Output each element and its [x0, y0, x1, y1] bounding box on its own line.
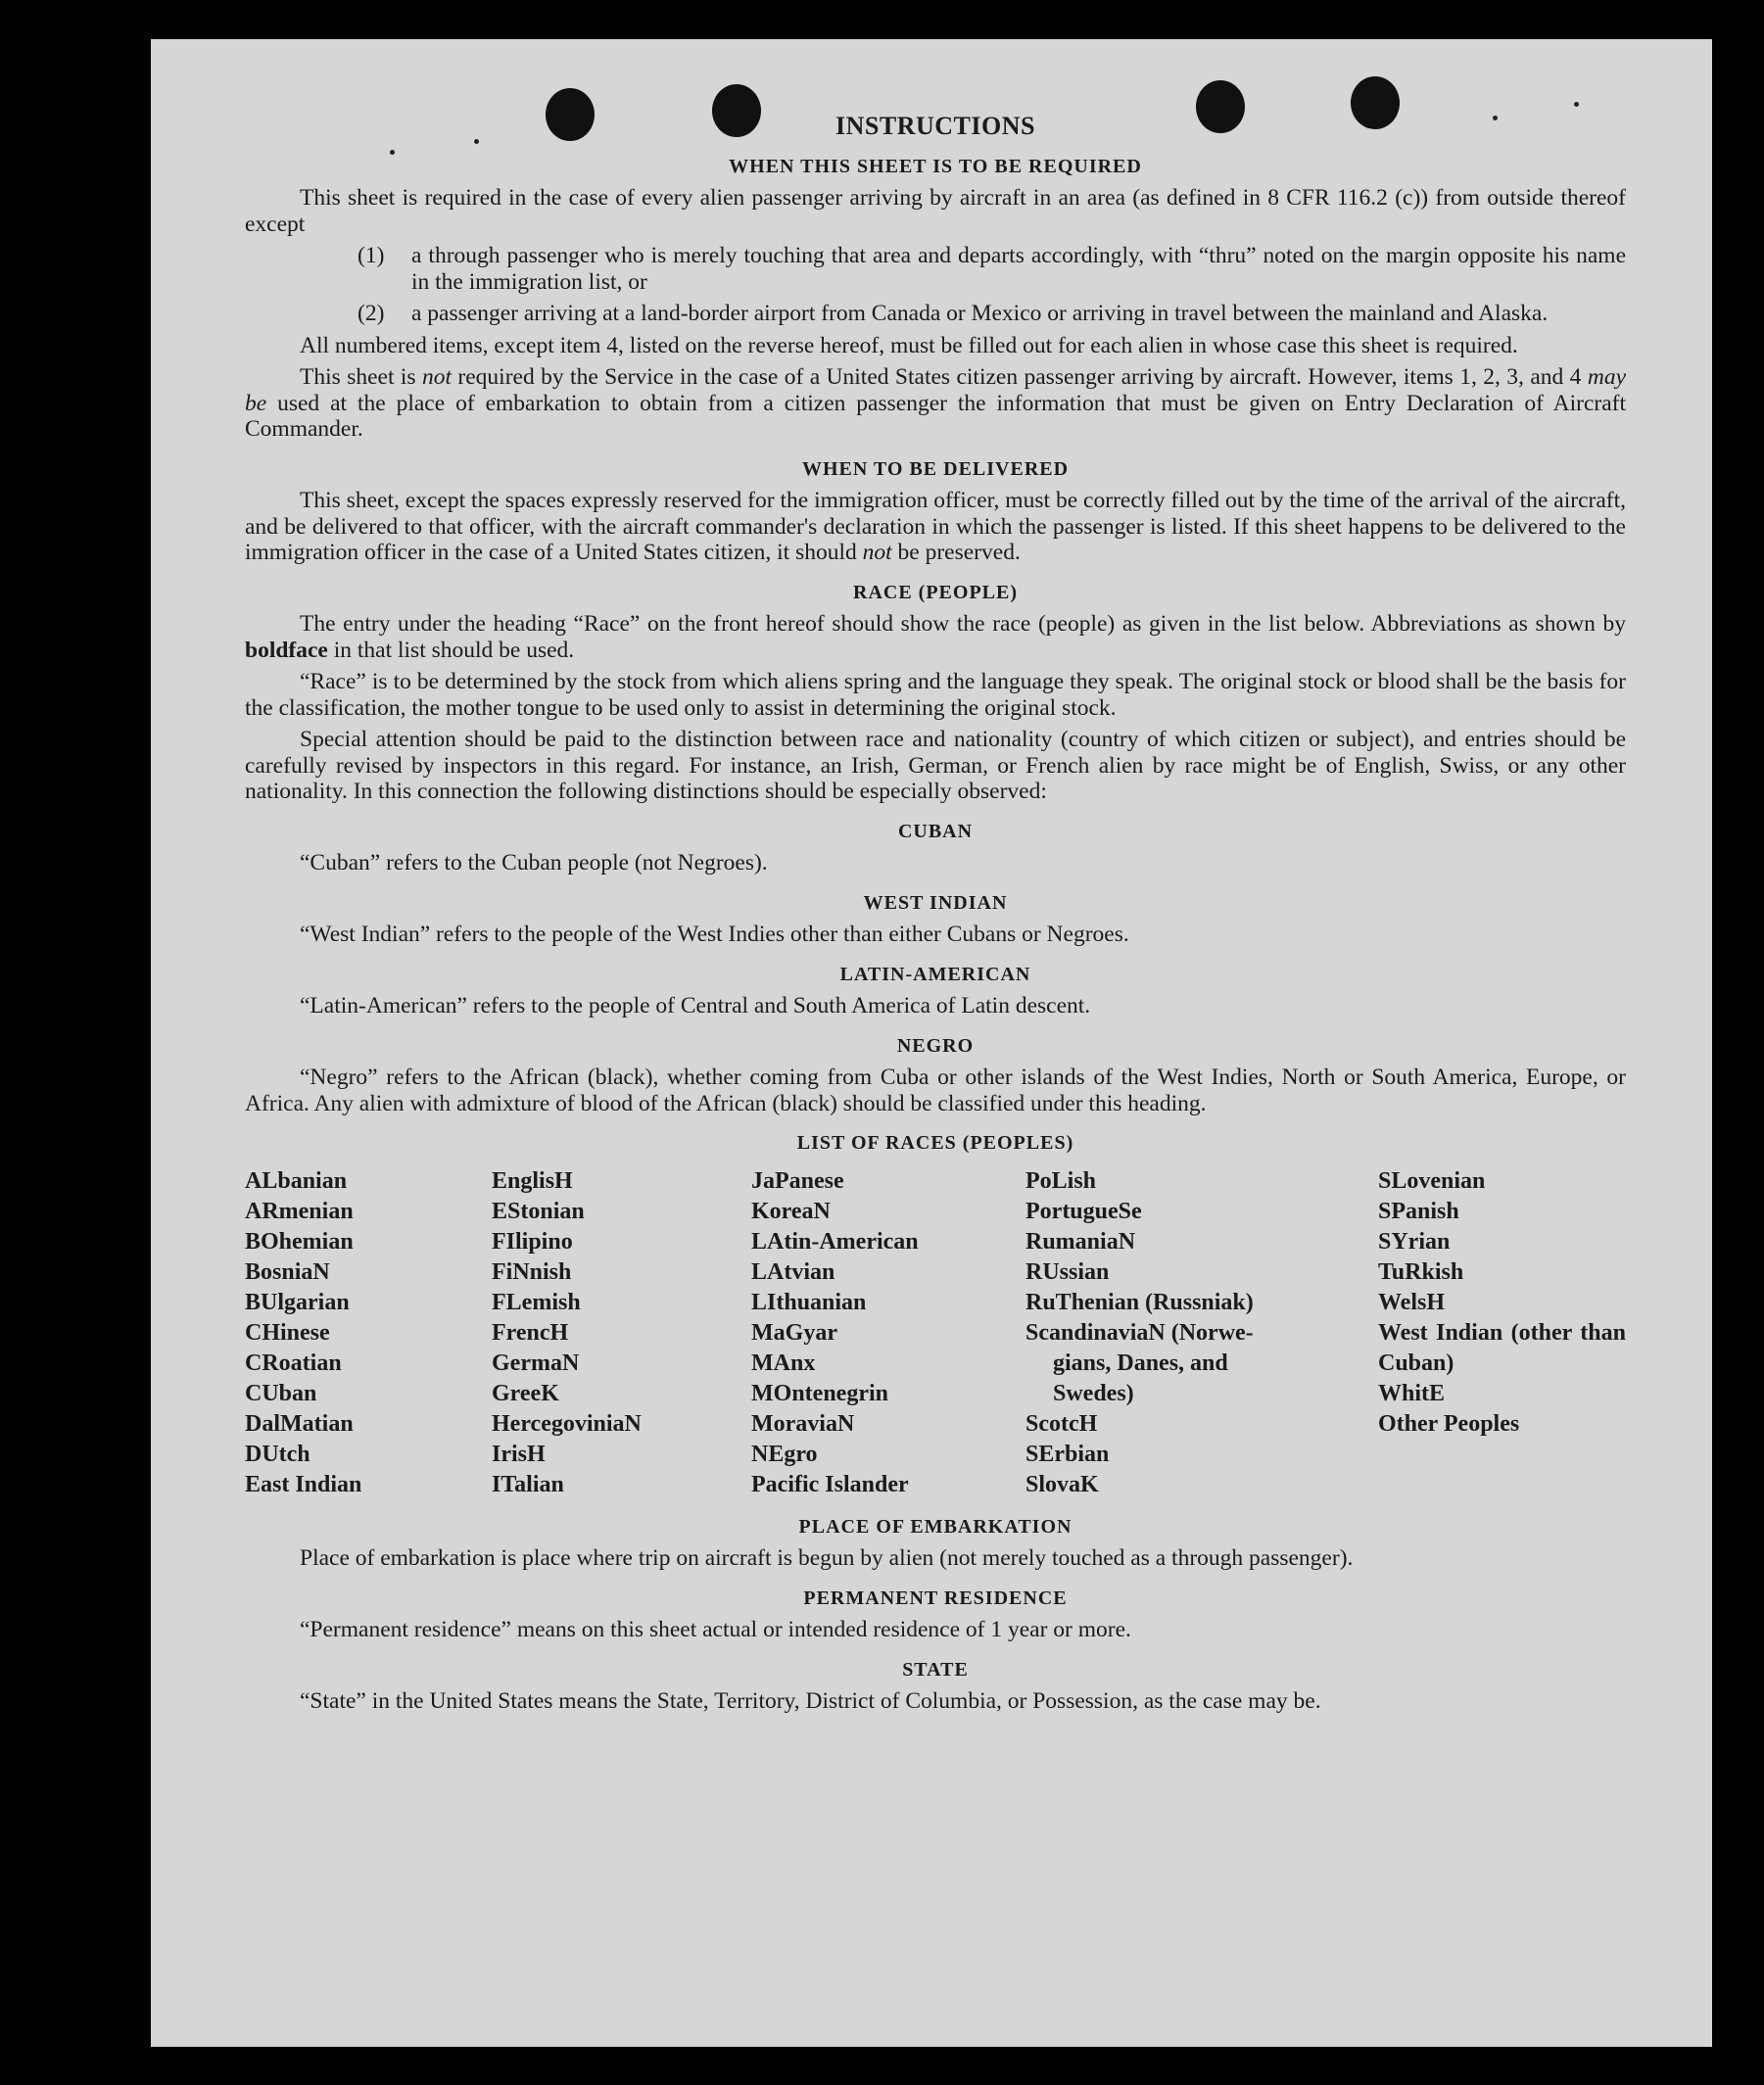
race-item: SPanish: [1378, 1198, 1459, 1224]
text-run: be preserved.: [891, 540, 1021, 565]
race-item: GermaN: [492, 1350, 580, 1376]
race-item: WelsH: [1378, 1289, 1446, 1315]
race-item: ScotcH: [1025, 1410, 1098, 1437]
races-column: [245, 1166, 492, 1500]
race-item: FrencH: [492, 1319, 569, 1346]
heading-latin-american: LATIN-AMERICAN: [839, 963, 1031, 985]
text-run: This sheet is: [300, 364, 422, 390]
race-item: RuThenian (Russniak): [1025, 1289, 1254, 1315]
heading-cuban: CUBAN: [897, 820, 974, 842]
race-item: KoreaN: [751, 1198, 831, 1224]
text-run: in that list should be used.: [327, 637, 575, 663]
races-column: [492, 1166, 751, 1500]
race-item-continued: Swedes): [1053, 1380, 1134, 1406]
paragraph: “Cuban” refers to the Cuban people (not Negroes).: [300, 850, 768, 876]
heading-negro: NEGRO: [896, 1034, 975, 1057]
race-item: MAnx: [751, 1350, 816, 1376]
races-column: [1025, 1166, 1378, 1500]
race-item: SYrian: [1378, 1228, 1451, 1255]
race-item: FiNnish: [492, 1258, 572, 1285]
paragraph: This sheet is required in the case of every alien passenger arriving by aircraft in an area (as defined in 8 CFR 116.2 (c)) from outside thereof except: [245, 185, 1626, 237]
race-item: CUban: [245, 1380, 317, 1406]
item-text: a through passenger who is merely touching that area and departs accordingly, with “thru” noted on the margin opposite his name in the immigration list, or: [411, 243, 1626, 295]
race-item: SErbian: [1025, 1441, 1110, 1467]
race-item: RUssian: [1025, 1258, 1110, 1285]
italic-text: not: [421, 364, 453, 390]
race-item: RumaniaN: [1025, 1228, 1136, 1255]
heading-west-indian: WEST INDIAN: [863, 891, 1008, 914]
heading-when-delivered: WHEN TO BE DELIVERED: [801, 457, 1070, 480]
text-run: used at the place of embarkation to obtain from a citizen passenger the information that must be given on Entry Declaration of Aircraft Commander.: [245, 390, 1626, 442]
heading-race: RACE (PEOPLE): [853, 581, 1018, 603]
race-item: PortugueSe: [1025, 1198, 1142, 1224]
heading-permanent-residence: PERMANENT RESIDENCE: [803, 1587, 1068, 1609]
paragraph: [245, 488, 1626, 566]
race-item: EnglisH: [492, 1167, 573, 1194]
paragraph: [245, 611, 1626, 663]
race-item: DUtch: [245, 1441, 310, 1467]
paragraph: “Permanent residence” means on this sheet actual or intended residence of 1 year or more.: [300, 1617, 1131, 1642]
race-item: FLemish: [492, 1289, 581, 1315]
text-run: The entry under the heading “Race” on the front hereof should show the race (people) as given in the list below. Abbreviations as shown by: [300, 611, 1626, 637]
race-item: ALbanian: [245, 1167, 348, 1194]
race-item: DalMatian: [245, 1410, 354, 1437]
text-run: required by the Service in the case of a United States citizen passenger arriving by aircraft. However, items 1, 2, 3, and 4: [452, 364, 1588, 390]
race-item: SLovenian: [1378, 1167, 1486, 1194]
paragraph: Place of embarkation is place where trip on aircraft is begun by alien (not merely touched as a through passenger).: [300, 1545, 1354, 1571]
race-item: Pacific Islander: [751, 1471, 909, 1497]
race-item: MaGyar: [751, 1319, 837, 1346]
race-item: TuRkish: [1378, 1258, 1464, 1285]
race-item: ITalian: [492, 1471, 564, 1497]
race-item: Other Peoples: [1378, 1410, 1520, 1437]
race-item: CRoatian: [245, 1350, 342, 1376]
race-item: West Indian (other than Cuban): [1378, 1319, 1626, 1376]
race-item: CHinese: [245, 1319, 330, 1346]
race-item: GreeK: [492, 1380, 559, 1406]
page-title: INSTRUCTIONS: [835, 112, 1035, 140]
race-item: BOhemian: [245, 1228, 354, 1255]
race-item: ARmenian: [245, 1198, 354, 1224]
race-item: BUlgarian: [245, 1289, 350, 1315]
italic-text: may be: [245, 364, 1626, 416]
race-item: JaPanese: [751, 1167, 844, 1194]
instructions-content: [245, 102, 1626, 1715]
race-item: East Indian: [245, 1471, 362, 1497]
list-item: [245, 301, 1626, 327]
race-item: PoLish: [1025, 1167, 1097, 1194]
paragraph: All numbered items, except item 4, listed on the reverse hereof, must be filled out for each alien in whose case this sheet is required.: [300, 332, 1518, 358]
paragraph: “Race” is to be determined by the stock from which aliens spring and the language they speak. The original stock or blood shall be the basis for the classification, the mother tongue to be used only to assist in determining the original stock.: [245, 669, 1626, 721]
race-item: BosniaN: [245, 1258, 330, 1285]
race-item: HercegoviniaN: [492, 1410, 642, 1437]
text-run: This sheet, except the spaces expressly reserved for the immigration officer, must be correctly filled out by the time of the arrival of the aircraft, and be delivered to that officer, with the aircraft commander's declaration in which the passenger is listed. If this sheet happens to be delivered to the immigration officer in the case of a United States citizen, it should: [245, 488, 1626, 565]
heading-state: STATE: [902, 1658, 969, 1681]
races-column: [751, 1166, 1025, 1500]
paragraph: “Latin-American” refers to the people of Central and South America of Latin descent.: [300, 993, 1091, 1019]
paragraph: [245, 364, 1626, 443]
races-list: [245, 1166, 1626, 1500]
race-item: MOntenegrin: [751, 1380, 888, 1406]
paragraph: “West Indian” refers to the people of the West Indies other than either Cubans or Negroes.: [300, 922, 1129, 947]
race-item: WhitE: [1378, 1380, 1446, 1406]
race-item: IrisH: [492, 1441, 546, 1467]
heading-place-of-embarkation: PLACE OF EMBARKATION: [798, 1515, 1073, 1538]
list-item: [245, 243, 1626, 295]
race-item: LAtin-American: [751, 1228, 919, 1255]
race-item: LIthuanian: [751, 1289, 867, 1315]
race-item: MoraviaN: [751, 1410, 855, 1437]
race-item: FIlipino: [492, 1228, 573, 1255]
heading-list-of-races: LIST OF RACES (PEOPLES): [796, 1132, 1074, 1154]
paragraph: “Negro” refers to the African (black), whether coming from Cuba or other islands of the West Indies, North or South America, Europe, or Africa. Any alien with admixture of blood of the African (black) should be classified under this heading.: [245, 1065, 1626, 1116]
race-item-continued: gians, Danes, and: [1053, 1350, 1228, 1376]
italic-text: not: [862, 540, 892, 565]
item-text: a passenger arriving at a land-border airport from Canada or Mexico or arriving in travel between the mainland and Alaska.: [411, 301, 1549, 326]
item-number: (2): [358, 301, 385, 326]
race-item: EStonian: [492, 1198, 585, 1224]
paragraph: “State” in the United States means the State, Territory, District of Columbia, or Possession, as the case may be.: [300, 1688, 1321, 1714]
item-number: (1): [358, 243, 385, 268]
document-page: [151, 39, 1712, 2047]
heading-when-required: WHEN THIS SHEET IS TO BE REQUIRED: [729, 155, 1142, 177]
bold-text: boldface: [245, 637, 328, 663]
race-item: LAtvian: [751, 1258, 835, 1285]
races-column: [1378, 1166, 1626, 1500]
paragraph: Special attention should be paid to the distinction between race and nationality (country of which citizen or subject), and entries should be carefully revised by inspectors in this regard. For instance, an Irish, German, or French alien by race might be of English, Swiss, or any other nationality. In this connection the following distinctions should be especially observed:: [245, 727, 1626, 804]
race-item: NEgro: [751, 1441, 818, 1467]
race-item: ScandinaviaN (Norwe-: [1025, 1319, 1254, 1346]
race-item: SlovaK: [1025, 1471, 1099, 1497]
